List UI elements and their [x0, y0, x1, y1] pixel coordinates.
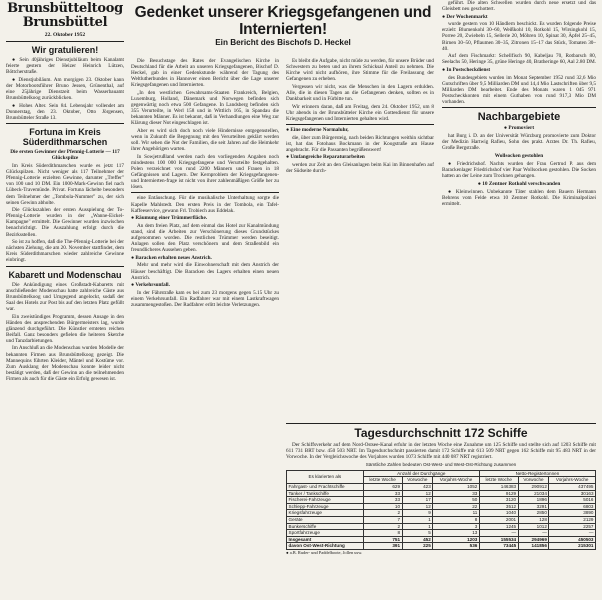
- article-heading: ● Räumung einer Trümmerfläche.: [131, 215, 208, 222]
- table-header-cell: Vorwoche: [518, 477, 549, 484]
- table-caption: Sämtliche Zahlen bedeuten Ost-West- und West-Ost-Richtung zusammen: [365, 461, 517, 467]
- table-row: [287, 503, 596, 510]
- article-paragraph: geführt. Die alten Schwellen wurden durch neue ersetzt und das Gleisbett neu geschottert.: [442, 0, 596, 13]
- table-footnote: ● a.B. Ruder- und Paddelboote, Jollen usw.: [286, 550, 363, 555]
- table-cell: 225: [402, 543, 433, 550]
- table-cell: 2: [363, 523, 402, 530]
- table-cell: 21034: [518, 490, 549, 497]
- article-paragraph: werden zur Zeit an den Gleisanlagen beim Kai im Binnenhafen auf der Südseite durch-: [286, 161, 434, 174]
- article-paragraph: Auf dem Fischmarkt: Schellfisch 90, Kabeljau 70, Rotbarsch 80, Seelachs 50, Heringe 35, grüne Heringe 40, Bratheringe 60, Aal 2.80 DM.: [442, 53, 597, 66]
- table-row: [287, 517, 596, 524]
- article-heading: ● Eine moderne Normaluhr,: [286, 126, 349, 133]
- article-heading: ● Umfangreiche Reparaturarbeiten: [286, 154, 365, 161]
- table-header-row: [287, 470, 596, 477]
- table-cell: 8: [433, 517, 480, 524]
- table-cell: 146383: [479, 484, 518, 491]
- divider: [286, 423, 596, 424]
- table-cell: 1: [402, 523, 433, 530]
- heading-gratulieren: Wir gratulieren!: [31, 45, 99, 56]
- article-paragraph: Es bleibt die Aufgabe, nicht müde zu werden, für unsere Brüder und Schwestern zu beten und an ihrem Schicksal Anteil zu nehmen. Die Kirche wird nicht aufhören, ihre Stimme für die Freilassung der Gefangenen zu erheben.: [286, 58, 434, 83]
- divider: [6, 41, 124, 42]
- table-body: [287, 484, 596, 550]
- table-cell: 751: [363, 536, 402, 543]
- article-paragraph: Der Schiffsverkehr auf dem Nord-Ostsee-Kanal erfuhr in der letzten Woche eine Zunahme um 125 Schiffe und stellte sich auf 1203 Schiffe mit 611 731 BRT bzw. 450 503 NRT. Im Tagesdurchschnitt passierten damit 172 Schiffe mit 613 509 NRT gegen 162 Schiffe mit 95 483 NRT in der Vorwoche. In der Vergleichswoche des Vorjahres wurden 1073 Schiffe mit 440 087 NRT registriert.: [286, 442, 596, 461]
- article-paragraph: Wir erinnern daran, daß am Freitag, dem 24. Oktober 1952, um 8 Uhr abends in der Brunsbütteler Kirche ein Gottesdienst für unsere Kriegsgefangenen und Internierten gehalten wird.: [286, 103, 434, 122]
- table-cell: 629: [363, 484, 402, 491]
- article-paragraph: „In den westlichen Gewahrsams-Staaten Frankreich, Belgien, Luxemburg, Holland, Dänemark und Norwegen befinden sich gegenwärtig noch etwa 500 Gefangene. In Landsberg befinden sich 355 Verurteilte, in Werl 158 und in Wittlich 165, in Spandau die bekannten Männer. Es ist bekannt, daß in Verhandlungen eine Weg zur Klärung dieser Not eingeschlagen ist.: [131, 89, 279, 127]
- table-cell: Sportfahrzeuge: [287, 530, 364, 537]
- divider: [442, 107, 596, 108]
- table-cell: —: [479, 530, 518, 537]
- article-paragraph: hat Burg i. D. an der Universität Würzburg promovierte zum Doktor der Medizin Hartwig Rafieu, Sohn des prakt. Arztes Dr. Th. Rafieu, Große Bergstraße.: [442, 133, 596, 152]
- table-cell: 437495: [549, 484, 596, 491]
- table-cell: 1040: [479, 510, 518, 517]
- table-cell: 10: [363, 503, 402, 510]
- article-paragraph: Im Kreis Süderdithmarschen wurde es jetzt 117 Glückspilzen. Nicht weniger als 117 Teilnehmer der Pfennig-Lotterie erzielten Gewinne, darunter „Treffer" von 100 und 10 DM. Ein 1000-Mark-Gewinn fiel nach Lübeck-Travemünde. Privat. Fortuna lächelte besonders dem Teilnehmer der „Tombola-Nummer" zu, der sich seinen Gewinn abholte.: [6, 163, 124, 206]
- divider: [6, 123, 124, 124]
- table-row: [287, 543, 596, 550]
- table-cell: Kriegsfahrzeuge: [287, 510, 364, 517]
- table-cell: 1896: [518, 497, 549, 504]
- table-cell: Tanker / Tankschiffe: [287, 490, 364, 497]
- table-cell: 6803: [549, 503, 596, 510]
- article-paragraph: In der Fährstraße kam es bei zum 23 morgens gegen 5.15 Uhr zu einem Verkehrsunfall. Ein Radfahrer war mit einem Lastkraftwagen zusammengestoßen. Der Radfahrer erlitt leichte Verletzungen.: [131, 289, 279, 308]
- article-paragraph: eine Entäuschung. Für die musikalische Unterhaltung sorgte die Kapelle Mahlstedt. Den ersten Preis in der Tombola, ein Tafel-Kaffeeservice, gewann Frl. Trobiech aus Eddelak.: [131, 195, 279, 214]
- article-heading: ● Der Wochenmarkt: [442, 13, 488, 20]
- table-cell: 2850: [518, 510, 549, 517]
- column-middle-left: [131, 58, 279, 310]
- table-header-cell: Vorwoche: [402, 477, 433, 484]
- table-row: [287, 510, 596, 517]
- table-header-cell: Anzahl der Durchgänge: [363, 470, 479, 477]
- masthead-date: 22. Oktober 1952: [44, 32, 86, 38]
- table-cell: —: [549, 530, 596, 537]
- main-subtitle: Ein Bericht des Bischofs D. Heckel: [215, 38, 351, 47]
- table-header-cell: Es klarierten als: [287, 470, 364, 483]
- table-row: [287, 523, 596, 530]
- article-paragraph: die, über zum Bürgersteig, nach beiden Richtungen weithin sichtbar ist, hat das Fotohaus Bockmann in der Koogstraße am Hause angebracht. Für die Passanten begrüßenswert!: [286, 134, 434, 153]
- table-cell: 3120: [479, 497, 518, 504]
- table-header-cell: Vorjahrs-Woche: [549, 477, 596, 484]
- article-paragraph: Im Anschluß an die Modenschau wurden Modelle der bekannten Firmen aus Brunsbüttelkoog gezeigt. Die Mannequins führten Kleider, Mäntel und Kostüme vor. Zum Ausklang der Modenschau konnte leider nicht bestätigt werden, daß der Gewinn an die teilnehmenden Firmen als auch für die Gäste ein Erfolg gewesen ist.: [6, 345, 124, 382]
- masthead-line-2: Brunsbüttel: [22, 15, 108, 30]
- article-paragraph: ● Kleinwinnen. Unbekannte Täter stahlen dem Bauern Hermann Behrens vom Felde etwa 10 Zentner Rotkohl. Die Kriminalpolizei ermittelt.: [442, 188, 596, 207]
- subheading-rotkohl: ● 10 Zentner Rotkohl verschwanden: [477, 180, 561, 187]
- table-header-cell: letzte Woche: [479, 477, 518, 484]
- masthead-line-1: Brunsbütteltoog: [7, 1, 123, 16]
- table-header-cell: letzte Woche: [363, 477, 402, 484]
- article-paragraph: ● Sein 40jähriges Dienstjubiläum beim Kanalamt feierte gestern der Heizer Heinrich Lützen, Böttcherstraße.: [6, 57, 124, 76]
- table-cell: Geräte: [287, 517, 364, 524]
- table-cell: 5016: [549, 497, 596, 504]
- heading-fortuna: Fortuna im Kreis Süderdithmarschen: [22, 127, 108, 148]
- divider: [6, 266, 124, 267]
- table-cell: 3291: [518, 503, 549, 510]
- heading-kabarett: Kabarett und Modenschau: [8, 269, 122, 280]
- table-cell: 2129: [549, 517, 596, 524]
- table-cell: 1245: [479, 523, 518, 530]
- table-cell: 9129: [479, 490, 518, 497]
- subheading-promoviert: ● Promoviert: [503, 125, 535, 131]
- article-paragraph: Die Ankündigung eines Großstadt-Kabaretts mit anschließender Modenschau hatte zahlreiche Gäste aus Brunsbüttelkoog und Umgegend angelockt, sodaß der Saal des Hotels zur Post bis auf den letzten Platz gefüllt war.: [6, 281, 124, 312]
- article-paragraph: ● Friedrichshof. Nachts wurden der Frau Gertrud P. aus dem Barackenlager Friedrichshof vier Paar Wollsocken gestohlen. Die Socken hatten an der Leine zum Trocknen gehangen.: [442, 160, 596, 179]
- table-row: [287, 530, 596, 537]
- table-cell: 423: [402, 484, 433, 491]
- article-paragraph: Vergessen wir nicht, was die Menschen in den Lagern erdulden. Alle, die in diesen Tagen an die Gefangenen denken, sollten es in Dankbarkeit und in Fürbitte tun.: [286, 83, 434, 103]
- table-row: [287, 484, 596, 491]
- table-cell: 30163: [549, 490, 596, 497]
- table-cell: 294969: [518, 536, 549, 543]
- column-middle-right: [286, 58, 434, 176]
- table-cell: Bunkerschiffe: [287, 523, 364, 530]
- table-cell: 215301: [549, 543, 596, 550]
- shipping-table: [286, 470, 596, 550]
- article-paragraph: So ist zu hoffen, daß die The-Pfennig-Lotterie bei der nächsten Ziehung, die am 20. November stattfindet, dem Kreis Süderdithmarschen wieder zahlreiche Gewinne einbringt.: [6, 239, 124, 264]
- article-paragraph: In Sowjetrußland werden nach den vorliegenden Angaben noch mindestens 100 000 Kriegsgefangene und Verurteilte festgehalten. Polen verzeichnet von rund 2200 Männern und Frauen in 18 Gefängnissen und Lagern. Der Kernproblem der Kriegsgefangenen- und Internierten-frage ist nicht von ihrer zahlenmäßigen Größe her zu lösen.: [131, 153, 279, 191]
- article-paragraph: Aber es wird sich doch noch viele Hindernisse entgegenstellen, wenn in Zukunft die Begegnung mit den Verurteilten geklärt werden soll. Wir sehen die Not der Familien, die seit Jahren auf die Heimkehr ihrer Angehörigen warten.: [131, 128, 279, 153]
- table-cell: 1203: [433, 536, 480, 543]
- table-cell: 1: [402, 517, 433, 524]
- article-paragraph: An dem freien Platz, auf dem einmal das Hotel zur Kanalmündung stand, sind die Arbeiten zur Verschönerung dieses Grundstückes aufgenommen worden. Die restlichen Trümmer werden beseitigt. Anlagen sollen den Platz verschönern und dem Straßenbild ein freundlicheres Aussehen geben.: [131, 222, 279, 254]
- table-row: [287, 536, 596, 543]
- divider: [286, 124, 434, 125]
- subheading-fortuna: Die ersten Gewinner der Pfennig-Lotterie — 117 Glückspilze: [10, 149, 120, 162]
- table-cell: 536: [433, 543, 480, 550]
- table-cell: 2001: [479, 517, 518, 524]
- article-paragraph: wurde gestern von 10 Händlern beschickt. Es wurden folgende Preise erzielt: Blumenkohl 30–60, Weißkohl 10, Rotkohl 15, Wirsingkohl 15, Porree 20, Zwiebeln 15, Sellerie 20, Möhren 10, Spinat 30, Äpfel 25–45, Birnen 30–50, Pflaumen 30–35, Zitronen 15–17 das Stück, Tomaten 30–40.: [442, 21, 596, 52]
- table-cell: Fischerei-Fahrzeuge: [287, 497, 364, 504]
- article-paragraph: Die Glückszahlen der ersten Ausspielung der To-Pfennig-Lotterie wurden in der „Wanne-Eickel-Kampagne" ermittelt. Die Gewinner wurden inzwischen benachrichtigt. Die Auszahlung erfolgt durch die Bezirksstellen.: [6, 207, 124, 238]
- table-cell: 22: [433, 503, 480, 510]
- table-header-cell: Netto-Registertonnen: [479, 470, 595, 477]
- table-cell: 2257: [549, 523, 596, 530]
- article-heading: ● In Postscheckdienst: [442, 66, 491, 73]
- table-cell: 13: [433, 530, 480, 537]
- table-cell: 12: [402, 490, 433, 497]
- table-cell: 290912: [518, 484, 549, 491]
- article-paragraph: des Bundesgebiets wurden im Monat September 1952 rund 32,6 Mio Gutschriften über 9,5 Milliarden DM und 14,4 Mio Lastschriften über 9,5 Milliarden DM bearbeitet. Ende des Monats waren 1 045 971 Postscheckkonten mit einem Guthaben von rund 917,3 Mio DM vorhanden.: [442, 74, 596, 105]
- table-cell: 7: [363, 517, 402, 524]
- table-header-cell: Vorjahrs-Woche: [433, 477, 480, 484]
- heading-nachbargebiete: Nachbargebiete: [477, 111, 561, 123]
- table-cell: 33: [363, 497, 402, 504]
- table-cell: 33: [363, 490, 402, 497]
- divider: [131, 192, 279, 193]
- table-cell: 33: [433, 490, 480, 497]
- table-cell: 450503: [549, 536, 596, 543]
- table-cell: Schlepp-Fahrzeuge: [287, 503, 364, 510]
- article-paragraph: Ein zweistündiges Programm, dessen Ansage in den Händen des ansprechenden Bürgermeisters lag, wurde glänzend durchgeführt. Die Künstler ernteten reichen Beifall. Ganz besonders gefielen die heiteren Sketche und Tanzdarbietungen.: [6, 313, 124, 344]
- table-cell: 5: [402, 530, 433, 537]
- main-headline: [131, 4, 435, 48]
- masthead: [6, 2, 124, 30]
- shipping-section: [286, 421, 596, 556]
- article-paragraph: ● Hohes Alter. Sein 84. Lebensjahr vollendet am Donnerstag, den 23. Oktober, Otto Jörgensen, Brunsbütteler Straße 13.: [6, 102, 124, 121]
- table-cell: 12: [402, 503, 433, 510]
- table-row: [287, 497, 596, 504]
- article-heading: ● Verkehrsunfall.: [131, 282, 170, 289]
- table-cell: 50: [433, 497, 480, 504]
- table-cell: 3512: [479, 503, 518, 510]
- table-cell: davon Ost-West-Richtung: [287, 543, 364, 550]
- table-cell: 141856: [518, 543, 549, 550]
- table-cell: 73445: [479, 543, 518, 550]
- table-cell: 8: [363, 530, 402, 537]
- table-cell: Insgesamt: [287, 536, 364, 543]
- table-cell: 17: [402, 497, 433, 504]
- article-paragraph: ● Dienstjubiläum. Am morgigen 23. Oktober kann der Motorbootsführer Bruno Jessen, Grünenthal, auf eine 25jährige Dienstzeit beim Wasserbauamt Brunsbüttelkoog zurückblicken.: [6, 76, 124, 102]
- table-cell: 155534: [479, 536, 518, 543]
- table-cell: 11: [433, 510, 480, 517]
- table-cell: Fahrgast- und Frachtschiffe: [287, 484, 364, 491]
- table-cell: 391: [363, 543, 402, 550]
- article-heading: ● Baracken erhalten neues Anstrich.: [131, 254, 212, 261]
- table-cell: 452: [402, 536, 433, 543]
- table-row: [287, 490, 596, 497]
- table-cell: 128: [518, 517, 549, 524]
- table-cell: 3: [433, 523, 480, 530]
- table-cell: 1012: [518, 523, 549, 530]
- heading-tagesdurchschnitt: Tagesdurchschnitt 172 Schiffe: [354, 426, 528, 440]
- table-cell: —: [518, 530, 549, 537]
- table-cell: 3890: [549, 510, 596, 517]
- article-paragraph: Die Besuchstage des Rates der Evangelischen Kirche in Deutschland für die Arbeit an unseren Kriegsgefangenen, Bischof D. Heckel, gab in einer Gedenkstunde während der Tagung des Weltlutherbundes in Hannover einen Bericht über die Lage unserer Kriegsgefangenen und Internierten.: [131, 58, 279, 89]
- subheading-wollsocken: Wollsocken gestohlen: [494, 152, 544, 159]
- main-title: Gedenket unserer Kriegsgefangenen und Internierten!: [134, 4, 432, 38]
- table-cell: 1052: [433, 484, 480, 491]
- table-cell: 9: [402, 510, 433, 517]
- column-left: [6, 0, 124, 384]
- article-paragraph: Mehr und mehr wird die Einwohnerschaft mit dem Anstrich der Häuser beschäftigt. Die Baracken des Lagers erhalten einen neuen Anstrich.: [131, 262, 279, 281]
- column-right: [442, 0, 596, 208]
- table-cell: 2: [363, 510, 402, 517]
